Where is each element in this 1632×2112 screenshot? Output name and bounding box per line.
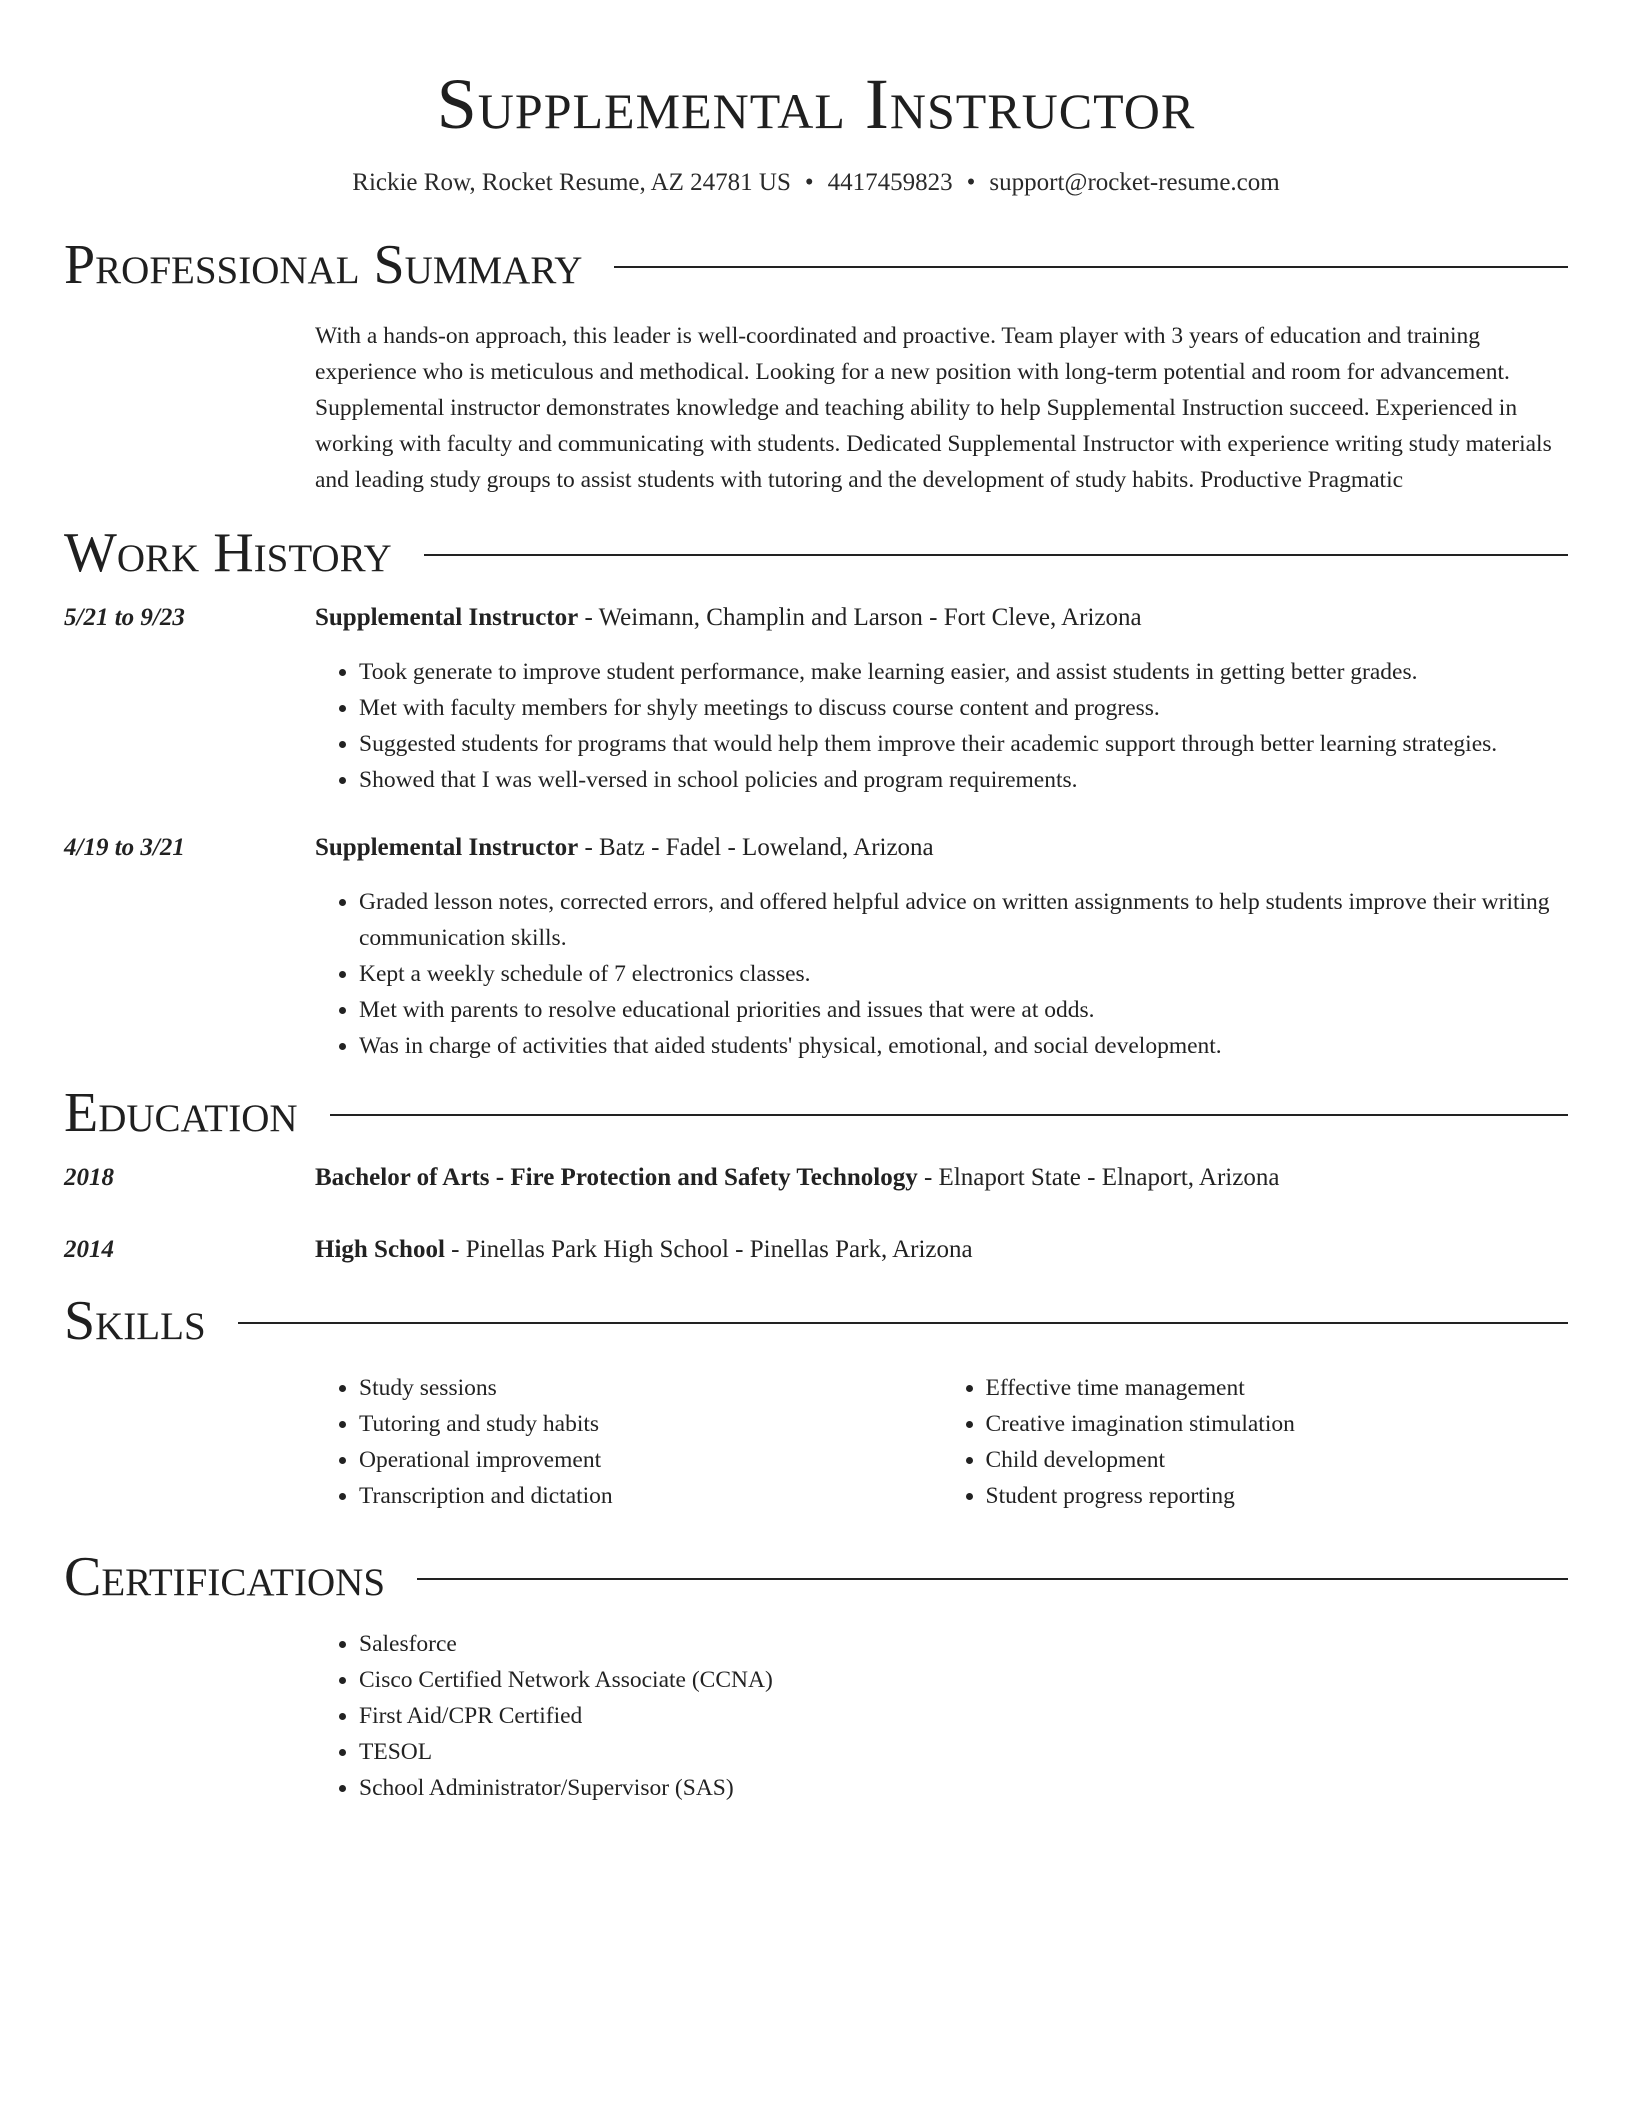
job-role: Supplemental Instructor (315, 834, 579, 861)
section-title: Education (64, 1082, 298, 1144)
contact-separator: • (804, 169, 814, 196)
section-title: Skills (64, 1290, 206, 1352)
job-dates: 5/21 to 9/23 (64, 604, 185, 631)
certifications-list (315, 1626, 1568, 1806)
list-item: • Kept a weekly schedule of 7 electronics classes. (359, 956, 1568, 992)
contact-phone: 4417459823 (827, 169, 953, 196)
list-item: • First Aid/CPR Certified (359, 1698, 1568, 1734)
education-details: - Elnaport State - Elnaport, Arizona (917, 1164, 1280, 1191)
education-degree: Bachelor of Arts - Fire Protection and Safety Technology (315, 1164, 918, 1191)
section-divider (330, 1114, 1568, 1116)
job-header (64, 830, 1568, 866)
summary-text: With a hands-on approach, this leader is well-coordinated and proactive. Team player with 3 years of education and training experience who is meticulous and methodical. Looking for a new position with long-term potential and room for advancement. Supplemental instructor demonstrates knowledge and teaching ability to help Supplemental Instruction succeed. Experienced in working with faculty and communicating with students. Dedicated Supplemental Instructor with experience writing study materials and leading study groups to assist students with tutoring and the development of study habits. Productive Pragmatic (315, 323, 1552, 493)
section-header (64, 1078, 1568, 1148)
list-item: • Met with faculty members for shyly meetings to discuss course content and progress. (359, 690, 1568, 726)
section-education (64, 1078, 1568, 1268)
contact-separator: • (966, 169, 976, 196)
section-work-history (64, 518, 1568, 1064)
job-headline (315, 830, 934, 866)
section-header (64, 230, 1568, 300)
section-skills (64, 1286, 1568, 1514)
job-bullets (315, 884, 1568, 1064)
list-item: • Tutoring and study habits (359, 1406, 942, 1442)
skills-list (315, 1370, 1568, 1514)
education-details: - Pinellas Park High School - Pinellas Park, Arizona (444, 1236, 973, 1263)
education-year: 2018 (64, 1164, 114, 1191)
contact-email[interactable]: support@rocket-resume.com (989, 169, 1280, 196)
job-dates: 4/19 to 3/21 (64, 834, 185, 861)
list-item: • Study sessions (359, 1370, 942, 1406)
section-divider (614, 266, 1568, 268)
section-divider (417, 1578, 1568, 1580)
list-item: • Met with parents to resolve educational priorities and issues that were at odds. (359, 992, 1568, 1028)
section-divider (424, 554, 1568, 556)
contact-address: Rickie Row, Rocket Resume, AZ 24781 US (352, 169, 791, 196)
list-item: • Took generate to improve student performance, make learning easier, and assist students in getting better grades. (359, 654, 1568, 690)
job-details: - Weimann, Champlin and Larson - Fort Cleve, Arizona (578, 604, 1142, 631)
education-entry (64, 1232, 1568, 1268)
list-item: • Was in charge of activities that aided students' physical, emotional, and social development. (359, 1028, 1568, 1064)
section-title: Work History (64, 522, 392, 584)
list-item: • Showed that I was well-versed in school policies and program requirements. (359, 762, 1568, 798)
education-headline (315, 1232, 973, 1268)
education-entry (64, 1160, 1568, 1196)
list-item: • Child development (986, 1442, 1569, 1478)
section-divider (238, 1322, 1568, 1324)
list-item: • Salesforce (359, 1626, 1568, 1662)
job-headline (315, 600, 1142, 636)
education-degree: High School (315, 1236, 445, 1263)
resume-page (64, 0, 1568, 1806)
section-header (64, 518, 1568, 588)
list-item: • Effective time management (986, 1370, 1569, 1406)
section-header (64, 1286, 1568, 1356)
job-entry (64, 600, 1568, 798)
section-title: Professional Summary (64, 234, 583, 296)
list-item: • Suggested students for programs that would help them improve their academic support through better learning strategies. (359, 726, 1568, 762)
list-item: • Graded lesson notes, corrected errors, and offered helpful advice on written assignments to help students improve their writing communication skills. (359, 884, 1568, 956)
skills-column-left (315, 1370, 942, 1514)
job-entry (64, 830, 1568, 1064)
list-item: • Cisco Certified Network Associate (CCNA) (359, 1662, 1568, 1698)
job-details: - Batz - Fadel - Loweland, Arizona (578, 834, 934, 861)
resume-name: Supplemental Instructor (436, 64, 1196, 144)
job-bullets (315, 654, 1568, 798)
list-item: • Student progress reporting (986, 1478, 1569, 1514)
list-item: • Creative imagination stimulation (986, 1406, 1569, 1442)
skills-column-right (942, 1370, 1569, 1514)
list-item: • Transcription and dictation (359, 1478, 942, 1514)
education-headline (315, 1160, 1279, 1196)
list-item: • Operational improvement (359, 1442, 942, 1478)
job-role: Supplemental Instructor (315, 604, 579, 631)
section-title: Certifications (64, 1546, 386, 1608)
section-professional-summary (64, 230, 1568, 498)
section-certifications (64, 1542, 1568, 1806)
list-item: • TESOL (359, 1734, 1568, 1770)
education-year: 2014 (64, 1236, 114, 1263)
list-item: • School Administrator/Supervisor (SAS) (359, 1770, 1568, 1806)
job-header (64, 600, 1568, 636)
section-header (64, 1542, 1568, 1612)
contact-line (64, 166, 1568, 200)
